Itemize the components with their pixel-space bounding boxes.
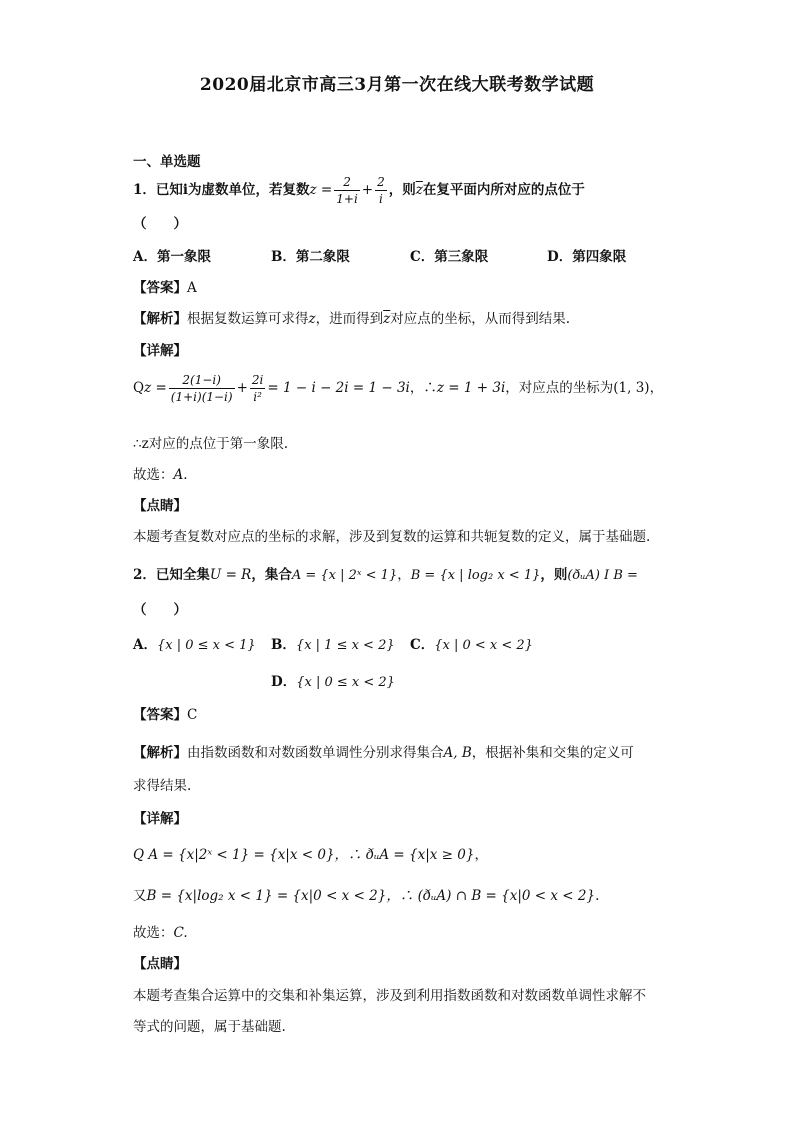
q2-detail-2 <box>133 884 599 904</box>
q1-analysis-tag: 【解析】 <box>133 311 187 327</box>
q1-option-c: C．第三象限 <box>410 249 489 265</box>
q2-analysis-b: ，根据补集和交集的定义可 <box>471 745 634 761</box>
q2-analysis-cont: 求得结果. <box>133 778 192 794</box>
q2-stem-b: ，集合 <box>251 567 292 583</box>
q2-option-b-label: B． <box>271 637 296 653</box>
q2-stem-c: ，则 <box>540 567 568 583</box>
q1-detail-rest: = 1 − i − 2i = 1 − 3i <box>267 380 410 396</box>
q2-stem-a: 2．已知全集 <box>133 567 210 583</box>
q1-stem-a: 1．已知i为虚数单位，若复数 <box>133 182 310 198</box>
q2-option-a <box>133 633 256 653</box>
q1-frac2-den: i <box>378 192 383 206</box>
q1-detail-zbar-eq: z = 1 + 3i <box>436 380 506 396</box>
q2-detail-1-a: Q A = {x|2ˣ < 1} = {x|x < 0} <box>133 847 335 863</box>
q1-detail-q: Q <box>133 380 145 396</box>
q2-comma: ， <box>397 567 411 583</box>
q2-detail-2-a: B = {x|log₂ x < 1} = {x|0 < x < 2} <box>146 888 387 904</box>
q1-detail-tag: 【详解】 <box>133 343 187 359</box>
q1-answer-value: A <box>187 280 197 296</box>
q1-comment: 本题考查复数对应点的坐标的求解，涉及到复数的运算和共轭复数的定义，属于基础题. <box>133 529 651 545</box>
q2-option-a-set: {x | 0 ≤ x < 1} <box>156 638 256 653</box>
q2-detail-2-end: . <box>595 888 600 904</box>
q2-option-b-set: {x | 1 ≤ x < 2} <box>295 638 395 653</box>
q2-detail-2-prefix: 又 <box>133 888 147 904</box>
q1-option-b: B．第二象限 <box>271 249 350 265</box>
question-1-stem <box>133 174 585 207</box>
page-title: 2020届北京市高三3月第一次在线大联考数学试题 <box>199 75 595 95</box>
q2-analysis-tag: 【解析】 <box>133 745 187 761</box>
q2-option-d-set: {x | 0 ≤ x < 2} <box>296 675 395 690</box>
q2-expr: (ðᵤA) I B = <box>567 568 638 583</box>
section-heading: 一、单选题 <box>133 154 201 170</box>
q1-analysis-c: 对应点的坐标，从而得到结果. <box>390 311 571 327</box>
q1-detail-coord: (1, 3) <box>613 380 650 396</box>
q2-detail-tag: 【详解】 <box>133 811 187 827</box>
q2-answer-tag: 【答案】 <box>133 707 187 723</box>
q1-frac1-den: 1+i <box>336 192 358 206</box>
q1-answer-tag: 【答案】 <box>133 280 187 296</box>
q2-set-a: A = {x | 2ˣ < 1} <box>291 568 398 583</box>
q1-choose-value: A. <box>173 467 188 483</box>
q1-detail-z: z = <box>144 380 167 396</box>
q1-stem-b: ，则 <box>388 182 416 198</box>
q1-detail-fraction-1 <box>169 372 235 405</box>
q2-u-eq: U = R <box>209 567 252 583</box>
q2-comment-b: 等式的问题，属于基础题. <box>133 1019 286 1035</box>
q1-analysis-zbar: $\overline{z}$ <box>383 311 391 327</box>
q2-analysis-ab: A, B <box>443 745 472 761</box>
q2-option-d-label: D． <box>271 674 297 690</box>
q1-conclusion: ∴z对应的点位于第一象限. <box>133 436 288 452</box>
q1-analysis-z: z <box>308 311 316 327</box>
q1-paren: （ ） <box>133 216 187 232</box>
q2-paren: （ ） <box>133 602 187 618</box>
q1-option-a: A．第一象限 <box>133 249 211 265</box>
q1-stem-c: 在复平面内所对应的点位于 <box>422 182 585 198</box>
q1-detail-f1-den: (1+i)(1−i) <box>170 390 233 404</box>
q2-option-d <box>271 670 395 690</box>
q1-choose <box>133 463 188 483</box>
q2-detail-1-end: ， <box>474 847 488 863</box>
q1-z-eq: z = <box>309 182 333 198</box>
q2-option-c <box>410 633 533 653</box>
q1-fraction-1 <box>334 174 360 207</box>
question-2-stem <box>133 563 638 583</box>
q2-choose <box>133 921 188 941</box>
q2-comment-a: 本题考查集合运算中的交集和补集运算，涉及到利用指数函数和对数函数单调性求解不 <box>133 988 646 1004</box>
q1-detail-end: ， <box>649 380 664 396</box>
q1-option-d: D．第四象限 <box>547 249 627 265</box>
q2-choose-label: 故选： <box>133 925 174 941</box>
q1-detail-f2-num: 2i <box>251 373 264 387</box>
q1-analysis-b: ，进而得到 <box>315 311 384 327</box>
q1-detail-plus: + <box>236 380 248 396</box>
q2-detail-1 <box>133 843 488 863</box>
q2-option-a-label: A． <box>133 637 157 653</box>
q1-detail-f2-den: i² <box>253 390 262 404</box>
q1-detail-therefore: ∴ <box>423 380 437 396</box>
q1-detail-coord-text: ，对应点的坐标为 <box>505 380 614 396</box>
q1-fraction-2 <box>375 174 387 207</box>
q1-analysis-a: 根据复数运算可求得 <box>187 311 309 327</box>
q1-analysis <box>133 307 570 327</box>
q2-detail-2-b: ，∴ (ðᵤA) ∩ B = {x|0 < x < 2} <box>386 888 596 904</box>
q2-option-c-set: {x | 0 < x < 2} <box>434 638 533 653</box>
q2-analysis <box>133 741 634 761</box>
q1-choose-label: 故选： <box>133 467 174 483</box>
q2-option-b <box>271 633 395 653</box>
q1-comment-tag: 【点睛】 <box>133 498 187 514</box>
q2-analysis-a: 由指数函数和对数函数单调性分别求得集合 <box>187 745 444 761</box>
q2-answer <box>133 703 197 723</box>
q1-detail-f1-num: 2(1−i) <box>169 372 235 389</box>
q1-zbar: $\overline{z}$ <box>415 182 423 198</box>
q2-answer-value: C <box>187 707 198 723</box>
q2-detail-1-b: ，∴ ðᵤA = {x|x ≥ 0} <box>334 847 475 863</box>
q1-detail-fraction-2 <box>250 372 265 405</box>
q2-comment-tag: 【点睛】 <box>133 956 187 972</box>
q1-frac2-num: 2 <box>377 175 385 189</box>
q2-set-b: B = {x | log₂ x < 1} <box>410 568 541 583</box>
q2-choose-value: C. <box>173 925 188 941</box>
q1-plus: + <box>361 182 374 198</box>
q1-answer <box>133 276 197 296</box>
q1-frac1-num: 2 <box>334 174 360 191</box>
q1-detail-formula <box>133 372 663 405</box>
q1-detail-comma: ， <box>409 380 424 396</box>
q2-option-c-label: C． <box>410 637 435 653</box>
